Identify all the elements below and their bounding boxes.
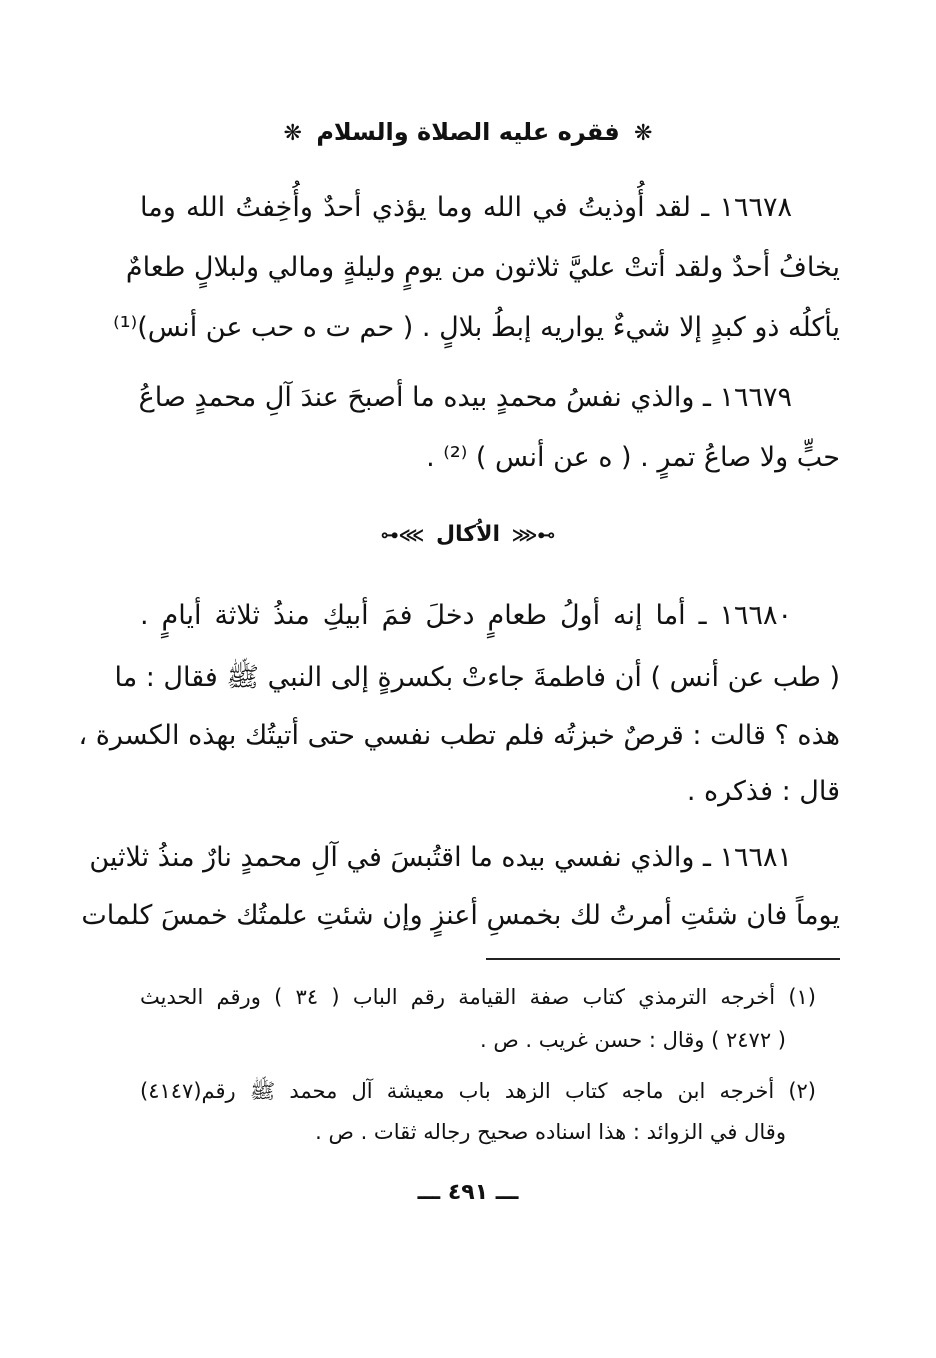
footnote-separator: [486, 958, 840, 960]
heading-title: فقره عليه الصلاة والسلام: [316, 118, 620, 146]
hadith-16681-line-2: يوماً فان شئتِ أمرتُ لك بخمسِ أعنزٍ وإن شئتِ علمتُك خمسَ كلمات: [81, 900, 840, 931]
hadith-16680-line-4: قال : فذكره .: [686, 776, 840, 807]
footnote-1-line-2: ( ٢٤٧٢ ) وقال : حسن غريب . ص .: [480, 1028, 786, 1052]
section-title: الاُكال: [435, 522, 501, 547]
hadith-16681-line-1: ١٦٦٨١ ـ والذي نفسي بيده ما اقتُبسَ في آلِ محمدٍ نارٌ منذُ ثلاثين: [89, 842, 792, 873]
chapter-heading: [0, 118, 936, 146]
footnote-2-line-1: (٢) أخرجه ابن ماجه كتاب الزهد باب معيشة آل محمد ﷺ رقم(٤١٤٧): [140, 1079, 816, 1103]
hadith-16680-line-2: ( طب عن أنس ) أن فاطمةَ جاءتْ بكسرةٍ إلى النبي ﷺ فقال : ما: [114, 662, 840, 693]
section-ornament-right: ⊶⋘: [511, 525, 556, 546]
hadith-16679-line-1: ١٦٦٧٩ ـ والذي نفسُ محمدٍ بيده ما أصبحَ عندَ آلِ محمدٍ صاعُ: [138, 382, 792, 413]
section-heading: [0, 522, 936, 547]
footnote-2-line-2: وقال في الزوائد : هذا اسناده صحيح رجاله ثقات . ص .: [315, 1120, 786, 1144]
hadith-16680-line-3: هذه ؟ قالت : قرصٌ خبزتُه فلم تطب نفسي حتى أتيتُك بهذه الكسرة ،: [78, 720, 840, 751]
hadith-16678-line-3: يأكلُه ذو كبدٍ إلا شيءٌ يواريه إبطُ بلالٍ . ( حم ت ه حب عن أنس)⁽¹⁾: [113, 312, 840, 343]
hadith-16678-line-2: يخافُ أحدٌ ولقد أتتْ عليَّ ثلاثون من يومٍ وليلةٍ ومالي ولبلالٍ طعامٌ: [125, 252, 840, 283]
heading-ornament-right: ❋: [634, 121, 653, 146]
hadith-16678-line-1: ١٦٦٧٨ ـ لقد أُوذيتُ في الله وما يؤذي أحدٌ وأُخِفتُ الله وما: [140, 192, 792, 223]
footnote-1-line-1: (١) أخرجه الترمذي كتاب صفة القيامة رقم الباب ( ٣٤ ) ورقم الحديث: [140, 985, 816, 1009]
heading-ornament-left: ❋: [283, 121, 302, 146]
section-ornament-left: ⋙⊷: [380, 525, 425, 546]
hadith-16679-line-2: حبٍّ ولا صاعُ تمرٍ . ( ه عن أنس ) ⁽²⁾ .: [426, 442, 840, 473]
page-number: ـــ ٤٩١ ـــ: [417, 1180, 519, 1205]
hadith-16680-line-1: ١٦٦٨٠ ـ أما إنه أولُ طعامٍ دخلَ فمَ أبيكِ منذُ ثلاثة أيامٍ .: [140, 600, 792, 631]
